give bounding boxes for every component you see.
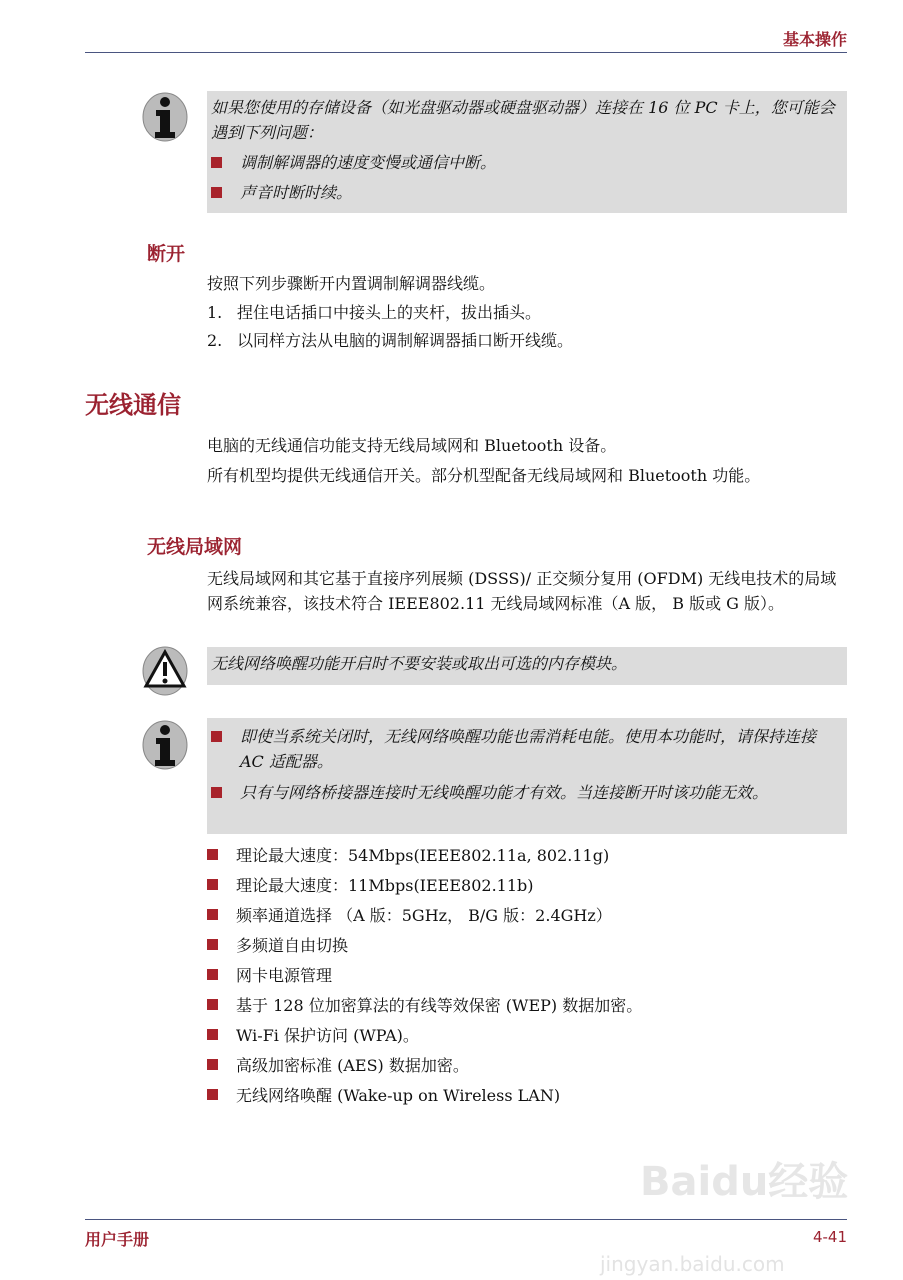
feature-item <box>207 993 847 1023</box>
bullet-square-icon <box>211 787 222 798</box>
feature-text: Wi-Fi 保护访问 (WPA)。 <box>236 1026 419 1045</box>
step-number: 1. <box>207 303 223 322</box>
note-bullet-text: 即使当系统关闭时，无线网络唤醒功能也需消耗电能。使用本功能时，请保持连接 AC 适配器。 <box>240 727 817 771</box>
feature-text: 理论最大速度：11Mbps(IEEE802.11b) <box>236 876 534 895</box>
info-icon <box>141 720 189 770</box>
feature-item <box>207 903 847 933</box>
feature-text: 高级加密标准 (AES) 数据加密。 <box>236 1056 469 1075</box>
heading-disconnect: 断开 <box>147 243 186 265</box>
note-bullet <box>211 780 839 805</box>
bullet-square-icon <box>211 187 222 198</box>
warning-icon <box>141 646 189 696</box>
footer-rule <box>85 1219 847 1220</box>
step-number: 2. <box>207 331 223 350</box>
bullet-square-icon <box>211 157 222 168</box>
warning-text: 无线网络唤醒功能开启时不要安装或取出可选的内存模块。 <box>211 654 628 673</box>
feature-text: 频率通道选择 （A 版：5GHz， B/G 版：2.4GHz） <box>236 906 612 925</box>
header-section-title: 基本操作 <box>782 30 847 49</box>
wireless-p1: 电脑的无线通信功能支持无线局域网和 Bluetooth 设备。 <box>207 436 617 455</box>
feature-text: 理论最大速度：54Mbps(IEEE802.11a, 802.11g) <box>236 846 610 865</box>
note-text: 如果您使用的存储设备（如光盘驱动器或硬盘驱动器）连接在 16 位 PC 卡上，您可能会遇到下列问题： <box>211 98 835 142</box>
note-bullet <box>211 180 839 205</box>
feature-text: 无线网络唤醒 (Wake-up on Wireless LAN) <box>236 1086 561 1105</box>
step-2 <box>207 328 847 353</box>
warning-box <box>207 647 847 685</box>
heading-wlan: 无线局域网 <box>147 536 243 558</box>
wlan-p1: 无线局域网和其它基于直接序列展频 (DSSS)/ 正交频分复用 (OFDM) 无线电技术的局域网系统兼容，该技术符合 IEEE802.11 无线局域网标准（A 版， B 版或 G 版）。 <box>207 569 837 613</box>
step-text: 以同样方法从电脑的调制解调器插口断开线缆。 <box>237 331 574 350</box>
note-bullet-text: 调制解调器的速度变慢或通信中断。 <box>240 153 497 172</box>
bullet-square-icon <box>207 1029 218 1040</box>
bullet-square-icon <box>207 939 218 950</box>
bullet-square-icon <box>207 849 218 860</box>
feature-item <box>207 1023 847 1053</box>
bullet-square-icon <box>207 969 218 980</box>
info-icon <box>141 92 189 142</box>
disconnect-intro: 按照下列步骤断开内置调制解调器线缆。 <box>207 274 496 293</box>
footer-title: 用户手册 <box>85 1230 150 1249</box>
bullet-square-icon <box>211 731 222 742</box>
watermark-logo: Baidu经验 <box>640 1159 849 1205</box>
header-rule <box>85 52 847 53</box>
feature-list <box>207 843 847 1113</box>
note-bullet-text: 只有与网络桥接器连接时无线唤醒功能才有效。当连接断开时该功能无效。 <box>240 783 769 802</box>
bullet-square-icon <box>207 1089 218 1100</box>
feature-item <box>207 1083 847 1113</box>
heading-wireless: 无线通信 <box>85 391 181 419</box>
feature-text: 基于 128 位加密算法的有线等效保密 (WEP) 数据加密。 <box>236 996 643 1015</box>
watermark-url: jingyan.baidu.com <box>600 1252 785 1276</box>
feature-text: 网卡电源管理 <box>236 966 333 985</box>
feature-item <box>207 1053 847 1083</box>
step-text: 捏住电话插口中接头上的夹杆，拔出插头。 <box>237 303 542 322</box>
feature-item <box>207 843 847 873</box>
bullet-square-icon <box>207 1059 218 1070</box>
note-box-wol <box>207 718 847 834</box>
page-number: 4-41 <box>812 1228 847 1246</box>
feature-item <box>207 963 847 993</box>
note-bullet <box>211 150 839 175</box>
bullet-square-icon <box>207 909 218 920</box>
note-bullet-text: 声音时断时续。 <box>240 183 353 202</box>
feature-item <box>207 933 847 963</box>
feature-text: 多频道自由切换 <box>236 936 349 955</box>
note-bullet <box>211 724 839 774</box>
bullet-square-icon <box>207 879 218 890</box>
note-box-storage <box>207 91 847 213</box>
feature-item <box>207 873 847 903</box>
step-1 <box>207 300 847 325</box>
bullet-square-icon <box>207 999 218 1010</box>
wireless-p2: 所有机型均提供无线通信开关。部分机型配备无线局域网和 Bluetooth 功能。 <box>207 466 761 485</box>
